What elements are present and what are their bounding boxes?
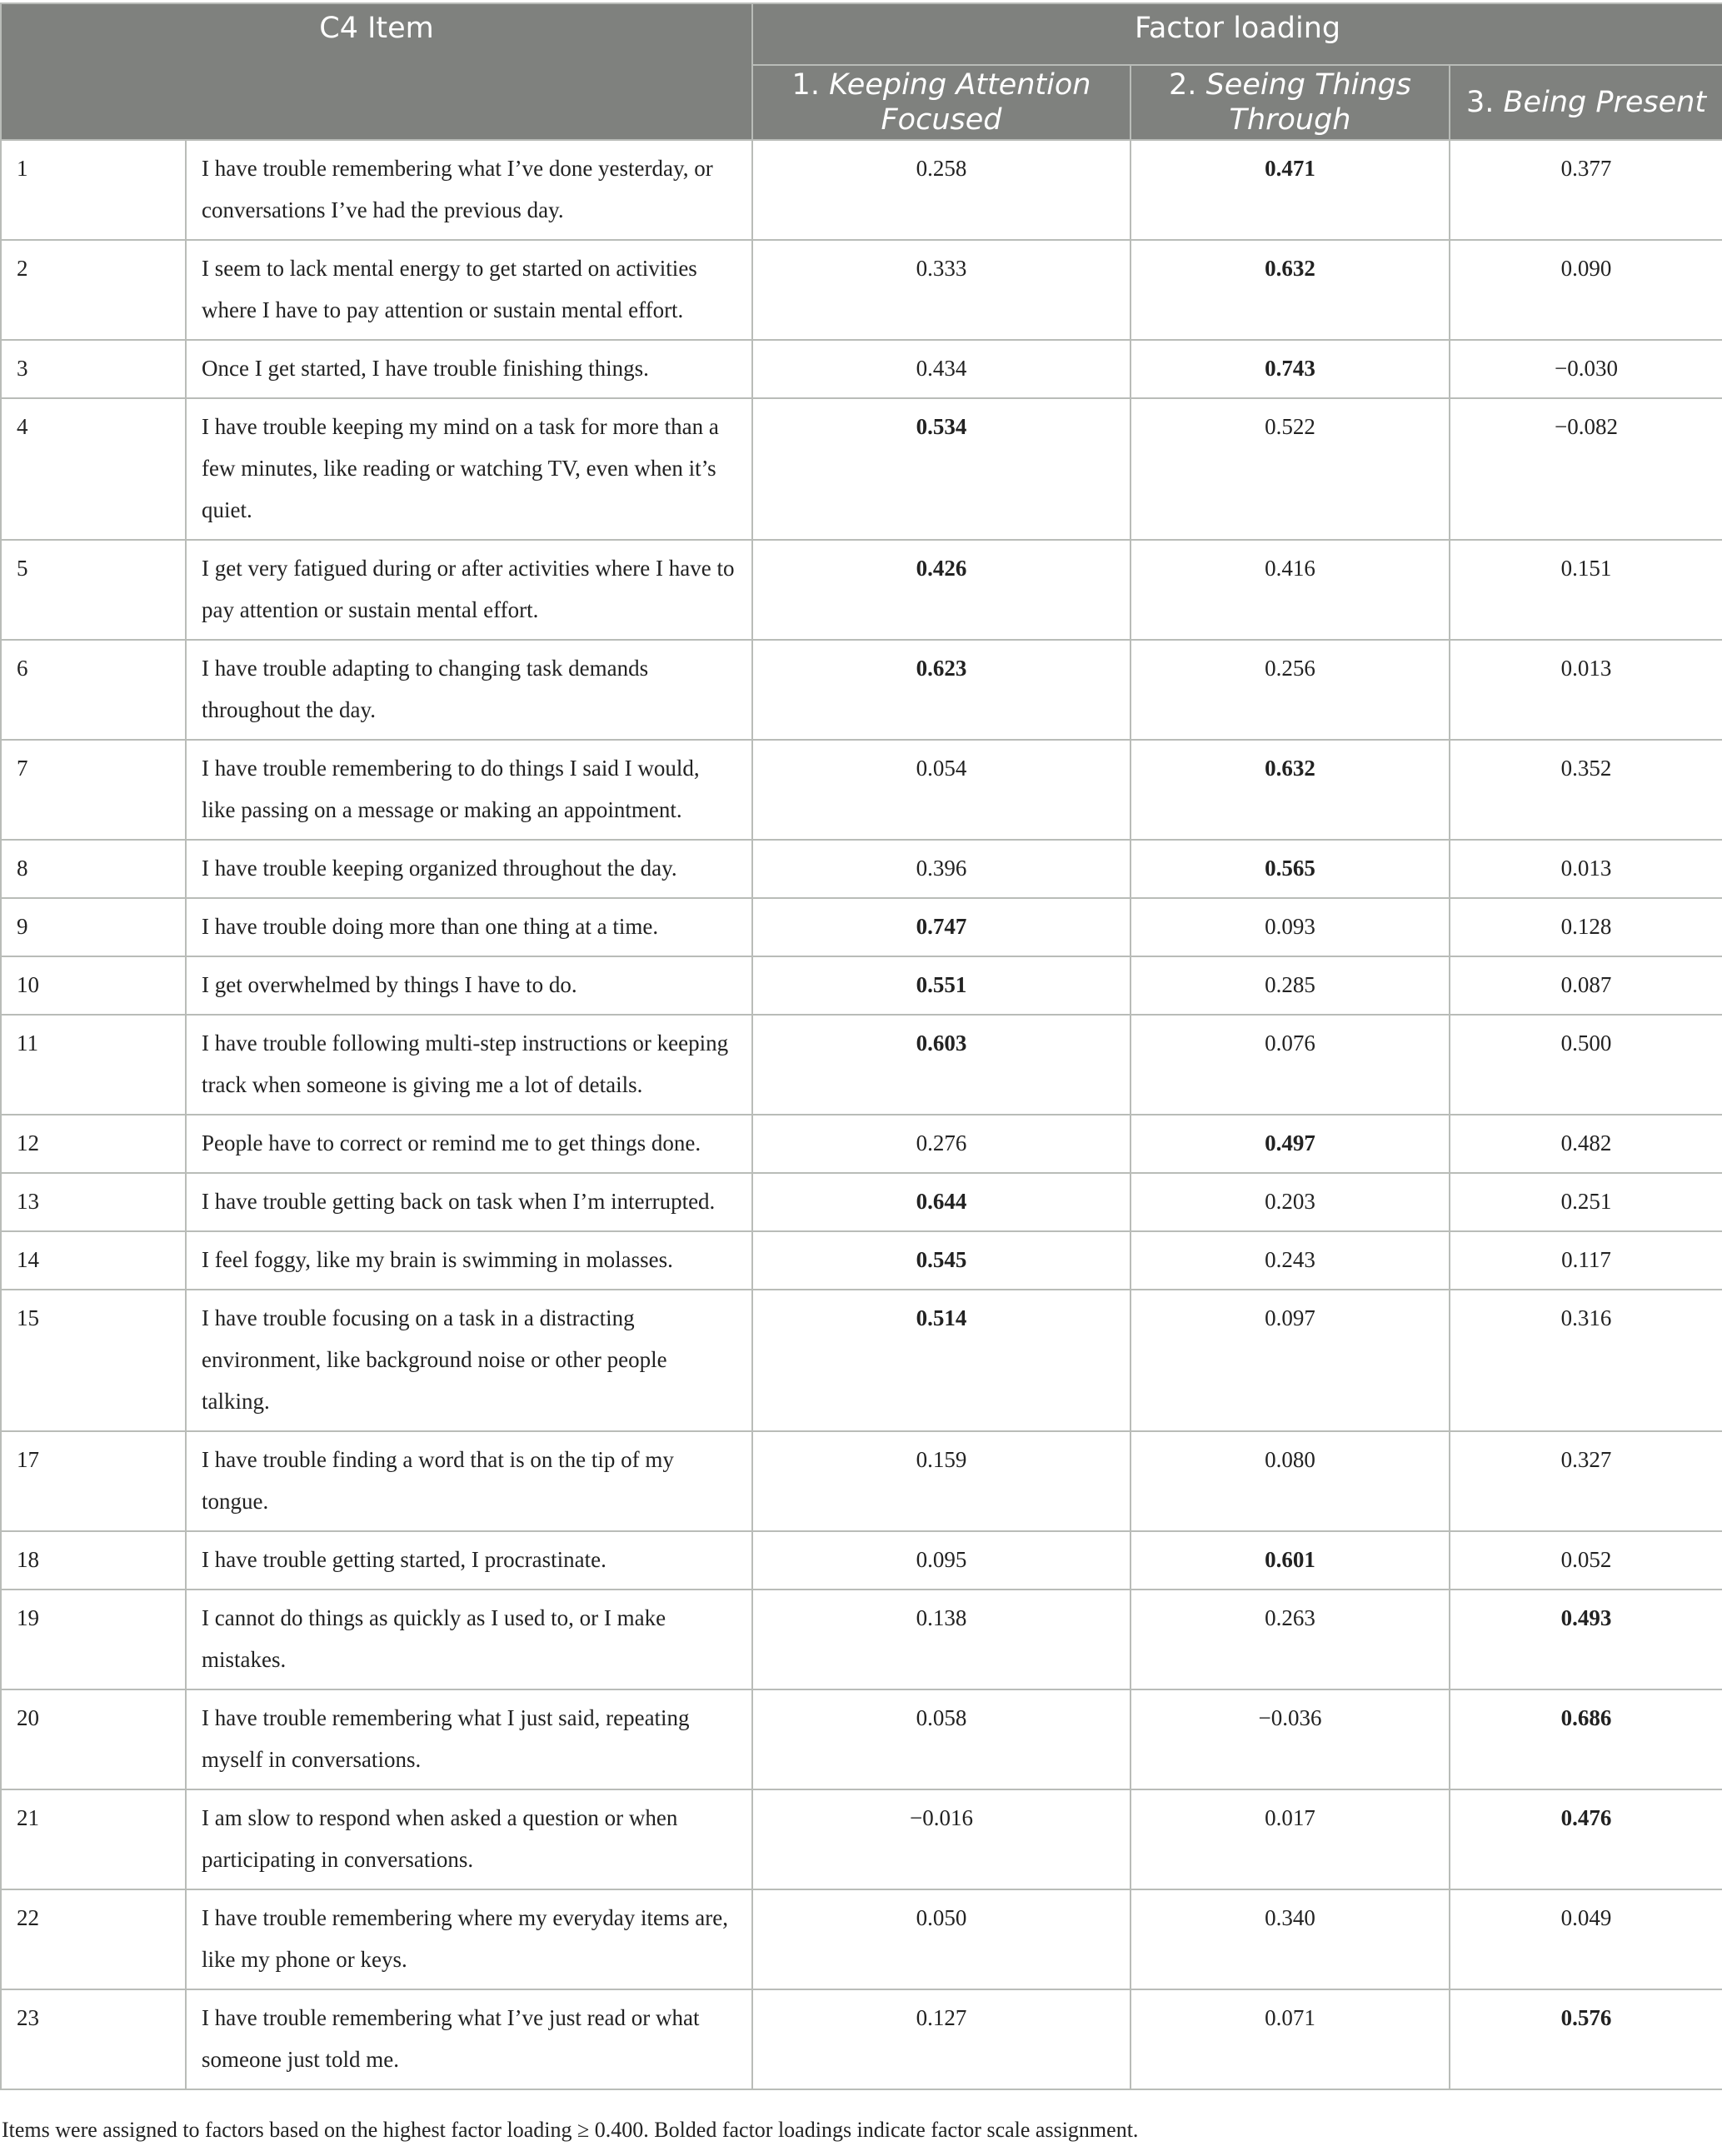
loading-factor-3: 0.052	[1450, 1531, 1722, 1590]
loading-factor-3: 0.352	[1450, 740, 1722, 840]
table-row	[1, 1789, 1722, 1889]
loading-factor-3: 0.493	[1450, 1590, 1722, 1689]
item-text: I have trouble remembering to do things I said I would, like passing on a message or making an appointment.	[186, 740, 752, 840]
item-number: 11	[1, 1015, 186, 1115]
loading-factor-2: 0.416	[1131, 540, 1450, 640]
table-row	[1, 1689, 1722, 1789]
item-text: I have trouble doing more than one thing at a time.	[186, 898, 752, 956]
table-row	[1, 1989, 1722, 2089]
table-row	[1, 1590, 1722, 1689]
item-number: 23	[1, 1989, 186, 2089]
loading-factor-2: 0.601	[1131, 1531, 1450, 1590]
item-text: Once I get started, I have trouble finishing things.	[186, 340, 752, 398]
item-text: I have trouble getting started, I procrastinate.	[186, 1531, 752, 1590]
table-header	[1, 3, 1722, 140]
item-text: I have trouble remembering what I’ve done yesterday, or conversations I’ve had the previous day.	[186, 140, 752, 240]
loading-factor-3: 0.128	[1450, 898, 1722, 956]
table-row	[1, 956, 1722, 1015]
loading-factor-3: 0.576	[1450, 1989, 1722, 2089]
loading-factor-2: 0.076	[1131, 1015, 1450, 1115]
table-row	[1, 640, 1722, 740]
loading-factor-3: 0.686	[1450, 1689, 1722, 1789]
item-text: I have trouble remembering what I just said, repeating myself in conversations.	[186, 1689, 752, 1789]
item-text: I cannot do things as quickly as I used to, or I make mistakes.	[186, 1590, 752, 1689]
loading-factor-1: 0.095	[752, 1531, 1131, 1590]
table-row	[1, 240, 1722, 340]
item-text: I seem to lack mental energy to get started on activities where I have to pay attention or sustain mental effort.	[186, 240, 752, 340]
table-row	[1, 740, 1722, 840]
loading-factor-1: 0.551	[752, 956, 1131, 1015]
loading-factor-1: 0.623	[752, 640, 1131, 740]
table-row	[1, 898, 1722, 956]
loading-factor-2: 0.256	[1131, 640, 1450, 740]
table-row	[1, 1431, 1722, 1531]
table-row	[1, 1173, 1722, 1231]
loading-factor-1: 0.159	[752, 1431, 1131, 1531]
loading-factor-1: 0.127	[752, 1989, 1131, 2089]
loading-factor-2: 0.471	[1131, 140, 1450, 240]
loading-factor-2: 0.522	[1131, 398, 1450, 540]
item-number: 21	[1, 1789, 186, 1889]
loading-factor-2: 0.285	[1131, 956, 1450, 1015]
item-text: I get very fatigued during or after activities where I have to pay attention or sustain mental effort.	[186, 540, 752, 640]
item-text: I feel foggy, like my brain is swimming in molasses.	[186, 1231, 752, 1290]
item-number: 1	[1, 140, 186, 240]
table-row	[1, 1531, 1722, 1590]
loading-factor-3: 0.087	[1450, 956, 1722, 1015]
loading-factor-2: 0.243	[1131, 1231, 1450, 1290]
item-text: I have trouble adapting to changing task demands throughout the day.	[186, 640, 752, 740]
loading-factor-2: 0.080	[1131, 1431, 1450, 1531]
loading-factor-2: 0.632	[1131, 740, 1450, 840]
table-row	[1, 1889, 1722, 1989]
item-number: 19	[1, 1590, 186, 1689]
table-row	[1, 540, 1722, 640]
item-number: 20	[1, 1689, 186, 1789]
loading-factor-3: 0.151	[1450, 540, 1722, 640]
loading-factor-1: 0.426	[752, 540, 1131, 640]
table-row	[1, 1290, 1722, 1431]
loading-factor-1: 0.603	[752, 1015, 1131, 1115]
loading-factor-2: 0.093	[1131, 898, 1450, 956]
loading-factor-3: 0.013	[1450, 640, 1722, 740]
item-number: 5	[1, 540, 186, 640]
loading-factor-2: 0.565	[1131, 840, 1450, 898]
loading-factor-3: −0.030	[1450, 340, 1722, 398]
loading-factor-1: 0.644	[752, 1173, 1131, 1231]
factor-2-number: 2.	[1169, 68, 1197, 102]
factor-3-number: 3.	[1466, 86, 1495, 119]
table-row	[1, 1231, 1722, 1290]
loading-factor-1: 0.258	[752, 140, 1131, 240]
loading-factor-1: 0.434	[752, 340, 1131, 398]
header-c4-item: C4 Item	[1, 3, 752, 140]
header-factor-1	[752, 65, 1131, 140]
loadings-table-container	[0, 2, 1722, 2090]
item-number: 18	[1, 1531, 186, 1590]
table-row	[1, 840, 1722, 898]
item-text: I have trouble keeping organized throughout the day.	[186, 840, 752, 898]
loading-factor-1: 0.534	[752, 398, 1131, 540]
loading-factor-3: 0.377	[1450, 140, 1722, 240]
item-text: I have trouble remembering where my everyday items are, like my phone or keys.	[186, 1889, 752, 1989]
item-number: 17	[1, 1431, 186, 1531]
loading-factor-2: 0.071	[1131, 1989, 1450, 2089]
loading-factor-1: −0.016	[752, 1789, 1131, 1889]
loading-factor-1: 0.396	[752, 840, 1131, 898]
table-body	[1, 140, 1722, 2089]
header-factor-3	[1450, 65, 1722, 140]
item-number: 7	[1, 740, 186, 840]
item-text: I have trouble remembering what I’ve just read or what someone just told me.	[186, 1989, 752, 2089]
table-row	[1, 398, 1722, 540]
item-text: I get overwhelmed by things I have to do.	[186, 956, 752, 1015]
loading-factor-1: 0.276	[752, 1115, 1131, 1173]
header-factor-loading: Factor loading	[752, 3, 1722, 65]
loading-factor-2: 0.097	[1131, 1290, 1450, 1431]
factor-2-name: Seeing Things Through	[1205, 68, 1412, 137]
loading-factor-1: 0.514	[752, 1290, 1131, 1431]
loading-factor-1: 0.333	[752, 240, 1131, 340]
loading-factor-2: 0.632	[1131, 240, 1450, 340]
item-number: 4	[1, 398, 186, 540]
loading-factor-2: 0.497	[1131, 1115, 1450, 1173]
loading-factor-2: 0.263	[1131, 1590, 1450, 1689]
item-text: People have to correct or remind me to get things done.	[186, 1115, 752, 1173]
item-text: I have trouble following multi-step instructions or keeping track when someone is giving me a lot of details.	[186, 1015, 752, 1115]
table-row	[1, 1115, 1722, 1173]
table-footnote: Items were assigned to factors based on the highest factor loading ≥ 0.400. Bolded factor loadings indicate factor scale assignment.	[2, 2118, 1139, 2142]
loading-factor-2: 0.340	[1131, 1889, 1450, 1989]
factor-1-name: Keeping Attention Focused	[829, 68, 1091, 137]
item-number: 12	[1, 1115, 186, 1173]
loading-factor-1: 0.054	[752, 740, 1131, 840]
factor-1-number: 1.	[791, 68, 820, 102]
loading-factor-1: 0.058	[752, 1689, 1131, 1789]
loading-factor-2: 0.017	[1131, 1789, 1450, 1889]
item-number: 14	[1, 1231, 186, 1290]
loading-factor-3: 0.251	[1450, 1173, 1722, 1231]
table-row	[1, 1015, 1722, 1115]
item-text: I have trouble focusing on a task in a distracting environment, like background noise or other people talking.	[186, 1290, 752, 1431]
loading-factor-3: 0.327	[1450, 1431, 1722, 1531]
loading-factor-3: 0.476	[1450, 1789, 1722, 1889]
item-number: 10	[1, 956, 186, 1015]
item-text: I have trouble keeping my mind on a task for more than a few minutes, like reading or watching TV, even when it’s quiet.	[186, 398, 752, 540]
loading-factor-3: −0.082	[1450, 398, 1722, 540]
loading-factor-3: 0.117	[1450, 1231, 1722, 1290]
item-number: 2	[1, 240, 186, 340]
loading-factor-3: 0.090	[1450, 240, 1722, 340]
loading-factor-2: 0.743	[1131, 340, 1450, 398]
item-text: I have trouble getting back on task when I’m interrupted.	[186, 1173, 752, 1231]
item-number: 15	[1, 1290, 186, 1431]
factor-loadings-table	[0, 2, 1722, 2090]
loading-factor-1: 0.138	[752, 1590, 1131, 1689]
factor-3-name: Being Present	[1503, 86, 1707, 119]
item-number: 6	[1, 640, 186, 740]
header-factor-2	[1131, 65, 1450, 140]
item-number: 9	[1, 898, 186, 956]
loading-factor-1: 0.545	[752, 1231, 1131, 1290]
loading-factor-3: 0.482	[1450, 1115, 1722, 1173]
table-row	[1, 140, 1722, 240]
item-number: 22	[1, 1889, 186, 1989]
item-number: 8	[1, 840, 186, 898]
loading-factor-3: 0.049	[1450, 1889, 1722, 1989]
item-number: 3	[1, 340, 186, 398]
loading-factor-3: 0.316	[1450, 1290, 1722, 1431]
loading-factor-1: 0.747	[752, 898, 1131, 956]
loading-factor-2: 0.203	[1131, 1173, 1450, 1231]
loading-factor-1: 0.050	[752, 1889, 1131, 1989]
item-text: I am slow to respond when asked a question or when participating in conversations.	[186, 1789, 752, 1889]
loading-factor-3: 0.013	[1450, 840, 1722, 898]
item-number: 13	[1, 1173, 186, 1231]
loading-factor-3: 0.500	[1450, 1015, 1722, 1115]
item-text: I have trouble finding a word that is on the tip of my tongue.	[186, 1431, 752, 1531]
loading-factor-2: −0.036	[1131, 1689, 1450, 1789]
table-row	[1, 340, 1722, 398]
